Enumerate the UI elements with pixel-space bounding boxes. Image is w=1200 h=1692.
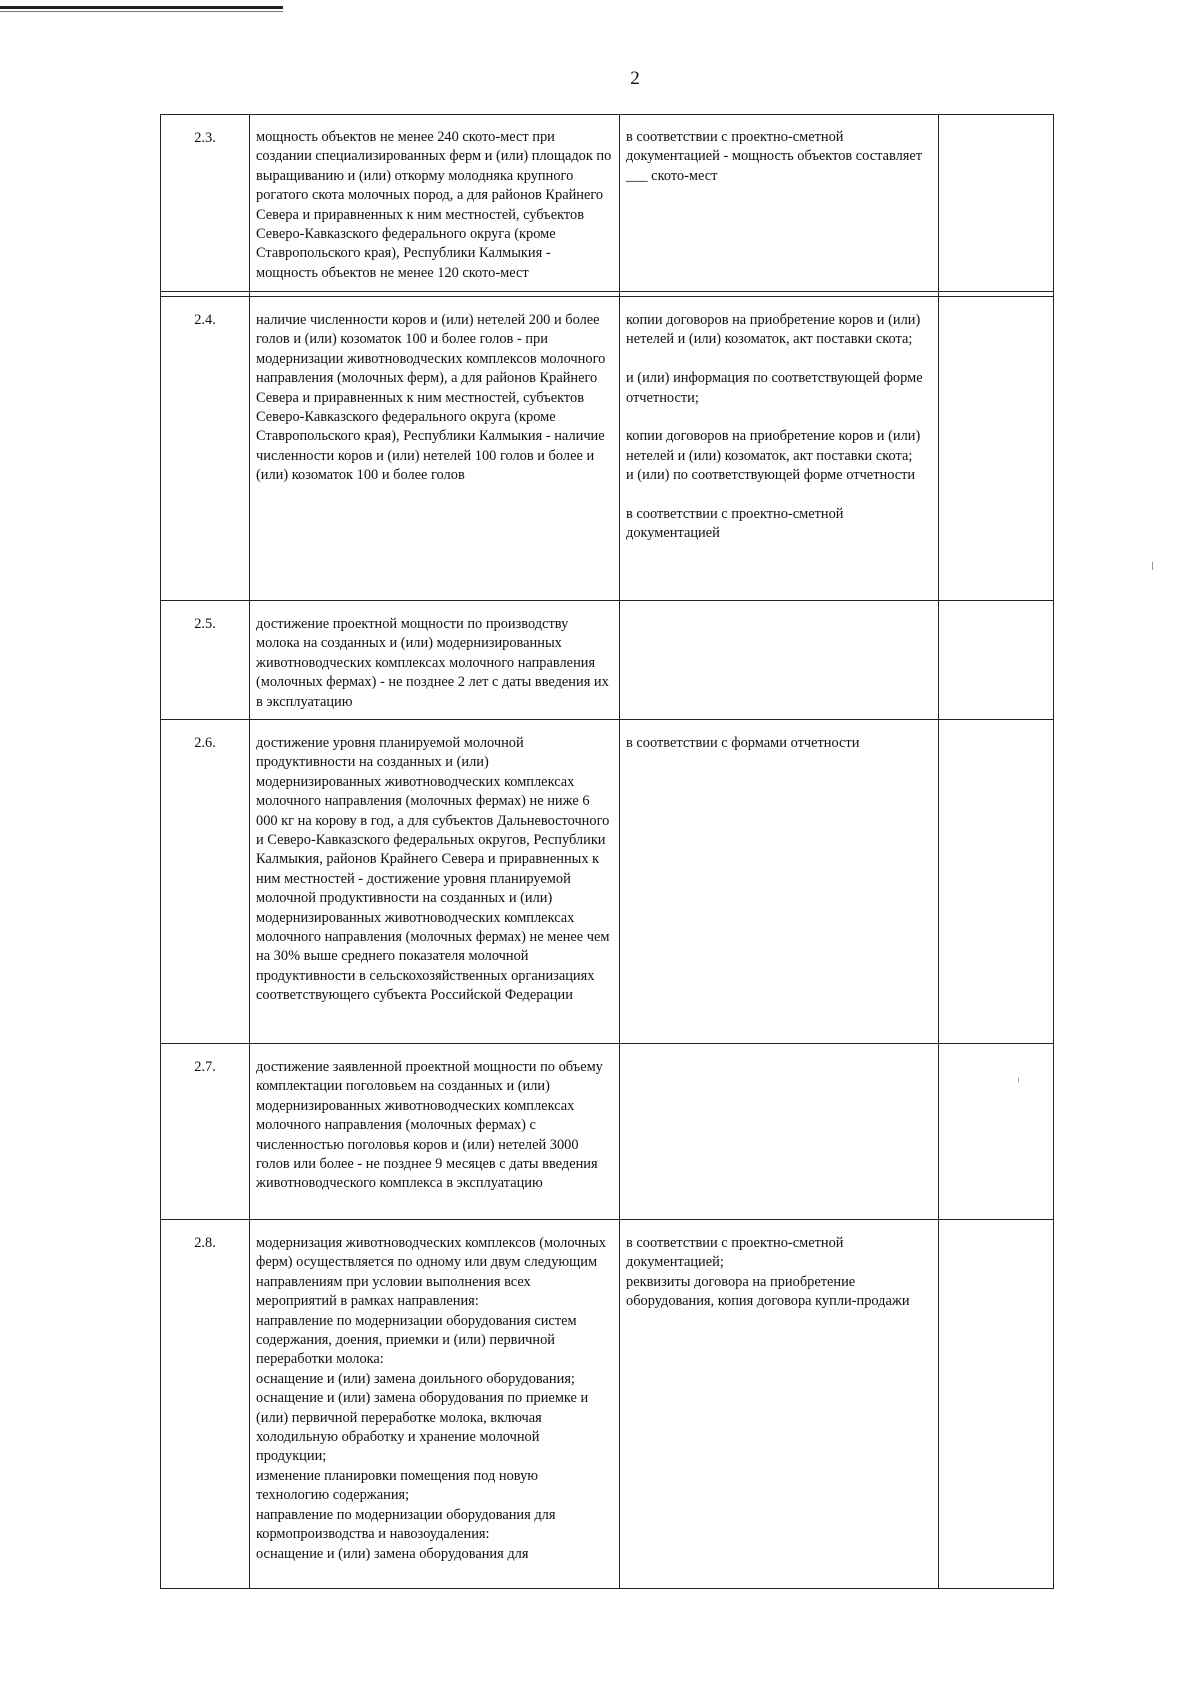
row-number: 2.5.: [161, 601, 250, 720]
documents-cell: в соответствии с формами отчетности: [620, 720, 939, 1044]
condition-cell: мощность объектов не менее 240 ското-мест при создании специализированных ферм и (или) площадок по выращиванию и (или) откорму молодняка крупного рогатого скота молочных пород, а для районов Крайнего Севера и приравненных к ним местностей, субъектов Северо-Кавказского федерального округа (кроме Ставропольского края), Республики Калмыкия - мощность объектов не менее 120 ското-мест: [250, 115, 620, 292]
condition-cell: достижение проектной мощности по производству молока на созданных и (или) модернизированных животноводческих комплексах молочного направления (молочных фермах) - не позднее 2 лет с даты введения их в эксплуатацию: [250, 601, 620, 720]
row-number: 2.6.: [161, 720, 250, 1044]
extra-cell: [939, 1044, 1054, 1220]
condition-cell: достижение заявленной проектной мощности по объему комплектации поголовьем на созданных и (или) модернизированных животноводческих комплексах молочного направления (молочных фермах) с численностью поголовья коров и (или) нетелей 3000 голов или более - не позднее 9 месяцев с даты введения животноводческого комплекса в эксплуатацию: [250, 1044, 620, 1220]
table-row: [161, 720, 1054, 1044]
scan-mark: [1152, 562, 1153, 570]
extra-cell: [939, 1220, 1054, 1589]
table-row: [161, 601, 1054, 720]
extra-cell: [939, 601, 1054, 720]
condition-cell: достижение уровня планируемой молочной продуктивности на созданных и (или) модернизированных животноводческих комплексах молочного направления (молочных фермах) не ниже 6 000 кг на корову в год, а для субъектов Дальневосточного и Северо-Кавказского федеральных округов, Республики Калмыкия, районов Крайнего Севера и приравненных к ним местностей - достижение уровня планируемой молочной продуктивности на созданных и (или) модернизированных животноводческих комплексах молочного направления (молочных фермах) не менее чем на 30% выше среднего показателя молочной продуктивности в сельскохозяйственных организациях соответствующего субъекта Российской Федерации: [250, 720, 620, 1044]
documents-cell: в соответствии с проектно-сметной документацией - мощность объектов составляет ___ ското-мест: [620, 115, 939, 292]
condition-cell: модернизация животноводческих комплексов (молочных ферм) осуществляется по одному или двум следующим направлениям при условии выполнения всех мероприятий в рамках направления: направление по модернизации оборудования систем содержания, доения, приемки и (или) первичной переработки молока: оснащение и (или) замена доильного оборудования; оснащение и (или) замена оборудования по приемке и (или) первичной переработке молока, включая холодильную обработку и хранение молочной продукции; изменение планировки помещения под новую технологию содержания; направление по модернизации оборудования для кормопроизводства и навозоудаления: оснащение и (или) замена оборудования для: [250, 1220, 620, 1589]
documents-cell: [620, 601, 939, 720]
row-number: 2.3.: [161, 115, 250, 292]
documents-cell: в соответствии с проектно-сметной документацией; реквизиты договора на приобретение оборудования, копия договора купли-продажи: [620, 1220, 939, 1589]
extra-cell: [939, 297, 1054, 601]
table-row: [161, 297, 1054, 601]
extra-cell: [939, 720, 1054, 1044]
requirements-table: [160, 114, 1054, 1589]
table-row: [161, 1044, 1054, 1220]
condition-cell: наличие численности коров и (или) нетелей 200 и более голов и (или) козоматок 100 и более голов - при модернизации животноводческих комплексов молочного направления (молочных ферм), а для районов Крайнего Севера и приравненных к ним местностей, субъектов Северо-Кавказского федерального округа (кроме Ставропольского края), Республики Калмыкия - наличие численности коров и (или) нетелей 100 голов и более и (или) козоматок 100 и более голов: [250, 297, 620, 601]
row-number: 2.4.: [161, 297, 250, 601]
header-rule: [0, 6, 283, 9]
table-row: [161, 1220, 1054, 1589]
row-number: 2.8.: [161, 1220, 250, 1589]
page-number: 2: [630, 68, 640, 89]
table-row: [161, 115, 1054, 292]
documents-cell: [620, 1044, 939, 1220]
extra-cell: [939, 115, 1054, 292]
documents-cell: копии договоров на приобретение коров и (или) нетелей и (или) козоматок, акт поставки скота; и (или) информация по соответствующей форме отчетности; копии договоров на приобретение коров и (или) нетелей и (или) козоматок, акт поставки скота; и (или) по соответствующей форме отчетности в соответствии с проектно-сметной документацией: [620, 297, 939, 601]
row-number: 2.7.: [161, 1044, 250, 1220]
header-rule-thin: [0, 11, 283, 12]
